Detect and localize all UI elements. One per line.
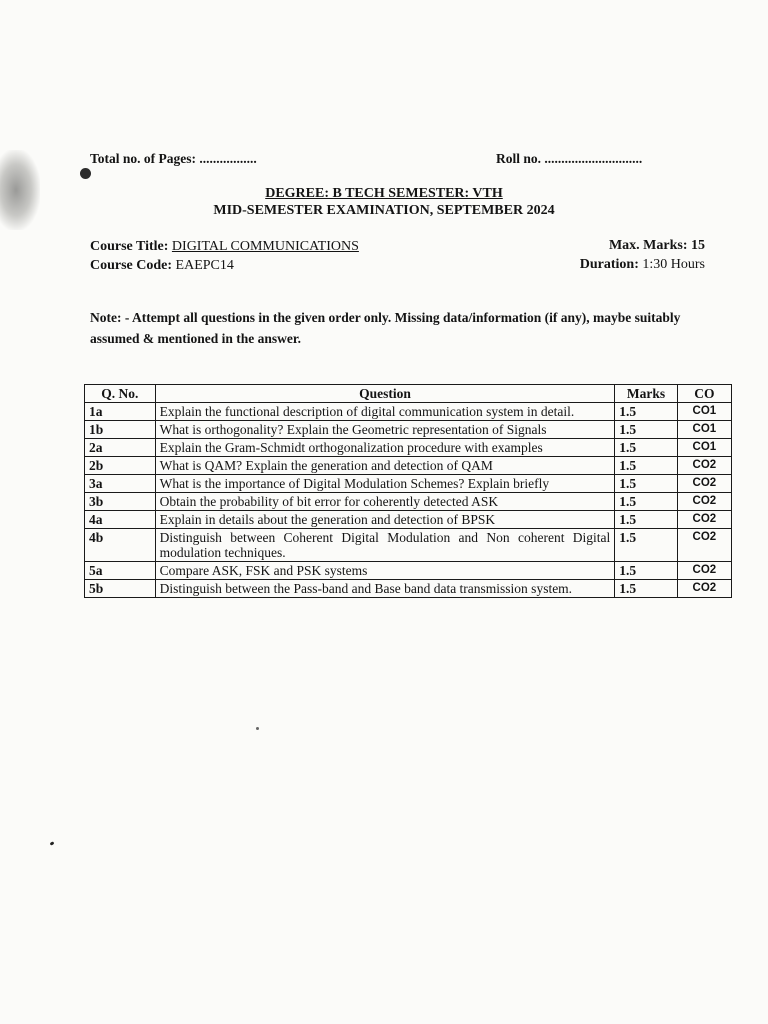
question-marks: 1.5 xyxy=(615,475,677,493)
question-number: 2b xyxy=(85,457,156,475)
header-qno: Q. No. xyxy=(85,385,156,403)
question-text: Explain in details about the generation and detection of BPSK xyxy=(155,511,615,529)
question-marks: 1.5 xyxy=(615,421,677,439)
table-row xyxy=(85,457,732,475)
ink-speck xyxy=(50,841,55,846)
exam-meta xyxy=(549,236,705,274)
question-text: Distinguish between Coherent Digital Modulation and Non coherent Digital modulation techniques. xyxy=(155,529,615,562)
question-number: 3a xyxy=(85,475,156,493)
table-row xyxy=(85,493,732,511)
max-marks: Max. Marks: 15 xyxy=(608,238,705,253)
course-outcome: CO2 xyxy=(677,511,731,529)
course-code-value: EAEPC14 xyxy=(175,258,234,273)
ink-speck xyxy=(256,727,259,730)
course-outcome: CO1 xyxy=(677,421,731,439)
table-row xyxy=(85,529,732,562)
course-title-value: DIGITAL COMMUNICATIONS xyxy=(171,239,359,254)
question-text: What is orthogonality? Explain the Geometric representation of Signals xyxy=(155,421,615,439)
degree-heading: DEGREE: B TECH SEMESTER: VTH xyxy=(265,186,503,201)
question-marks: 1.5 xyxy=(615,403,677,421)
course-outcome: CO2 xyxy=(677,475,731,493)
course-outcome: CO2 xyxy=(677,493,731,511)
header-marks: Marks xyxy=(615,385,677,403)
question-marks: 1.5 xyxy=(615,562,677,580)
course-info xyxy=(90,237,359,275)
question-rows xyxy=(85,403,732,598)
table-row xyxy=(85,475,732,493)
course-title-label: Course Title: xyxy=(90,239,169,254)
punch-hole xyxy=(80,168,91,179)
question-text: What is the importance of Digital Modulation Schemes? Explain briefly xyxy=(155,475,615,493)
header-co: CO xyxy=(677,385,731,403)
table-row xyxy=(85,562,732,580)
question-number: 2a xyxy=(85,439,156,457)
exam-heading: MID-SEMESTER EXAMINATION, SEPTEMBER 2024 xyxy=(213,203,555,218)
course-title-line xyxy=(90,237,359,256)
table-row xyxy=(85,580,732,598)
course-outcome: CO2 xyxy=(677,529,731,562)
question-text: Obtain the probability of bit error for coherently detected ASK xyxy=(155,493,615,511)
question-marks: 1.5 xyxy=(615,511,677,529)
course-outcome: CO2 xyxy=(677,457,731,475)
question-text: Explain the functional description of digital communication system in detail. xyxy=(155,403,615,421)
table-row xyxy=(85,421,732,439)
course-outcome: CO1 xyxy=(677,403,731,421)
question-number: 5a xyxy=(85,562,156,580)
question-marks: 1.5 xyxy=(615,457,677,475)
question-marks: 1.5 xyxy=(615,580,677,598)
instructions-note: Note: - Attempt all questions in the given order only. Missing data/information (if any), maybe suitably assumed & mentioned in the answer. xyxy=(90,310,681,346)
question-number: 5b xyxy=(85,580,156,598)
header-question: Question xyxy=(155,385,615,403)
question-number: 4b xyxy=(85,529,156,562)
question-text: Distinguish between the Pass-band and Base band data transmission system. xyxy=(155,580,615,598)
question-number: 1b xyxy=(85,421,156,439)
table-header-row xyxy=(85,385,732,403)
table-row xyxy=(85,439,732,457)
roll-number-field: Roll no. ............................. xyxy=(496,151,643,166)
total-pages-field: Total no. of Pages: ................. xyxy=(90,151,257,166)
question-marks: 1.5 xyxy=(615,439,677,457)
course-outcome: CO1 xyxy=(677,439,731,457)
question-number: 4a xyxy=(85,511,156,529)
course-code-line xyxy=(90,256,359,275)
course-code-label: Course Code: xyxy=(90,258,173,273)
question-number: 3b xyxy=(85,493,156,511)
table-row xyxy=(85,511,732,529)
question-number: 1a xyxy=(85,403,156,421)
question-marks: 1.5 xyxy=(615,529,677,562)
question-marks: 1.5 xyxy=(615,493,677,511)
table-row xyxy=(85,403,732,421)
question-text: Explain the Gram-Schmidt orthogonalization procedure with examples xyxy=(155,439,615,457)
question-table xyxy=(84,384,732,598)
question-text: Compare ASK, FSK and PSK systems xyxy=(155,562,615,580)
duration-label: Duration: xyxy=(579,257,639,272)
question-text: What is QAM? Explain the generation and detection of QAM xyxy=(155,457,615,475)
course-outcome: CO2 xyxy=(677,580,731,598)
duration-value: 1:30 Hours xyxy=(642,257,705,272)
duration-line xyxy=(549,255,705,274)
course-outcome: CO2 xyxy=(677,562,731,580)
